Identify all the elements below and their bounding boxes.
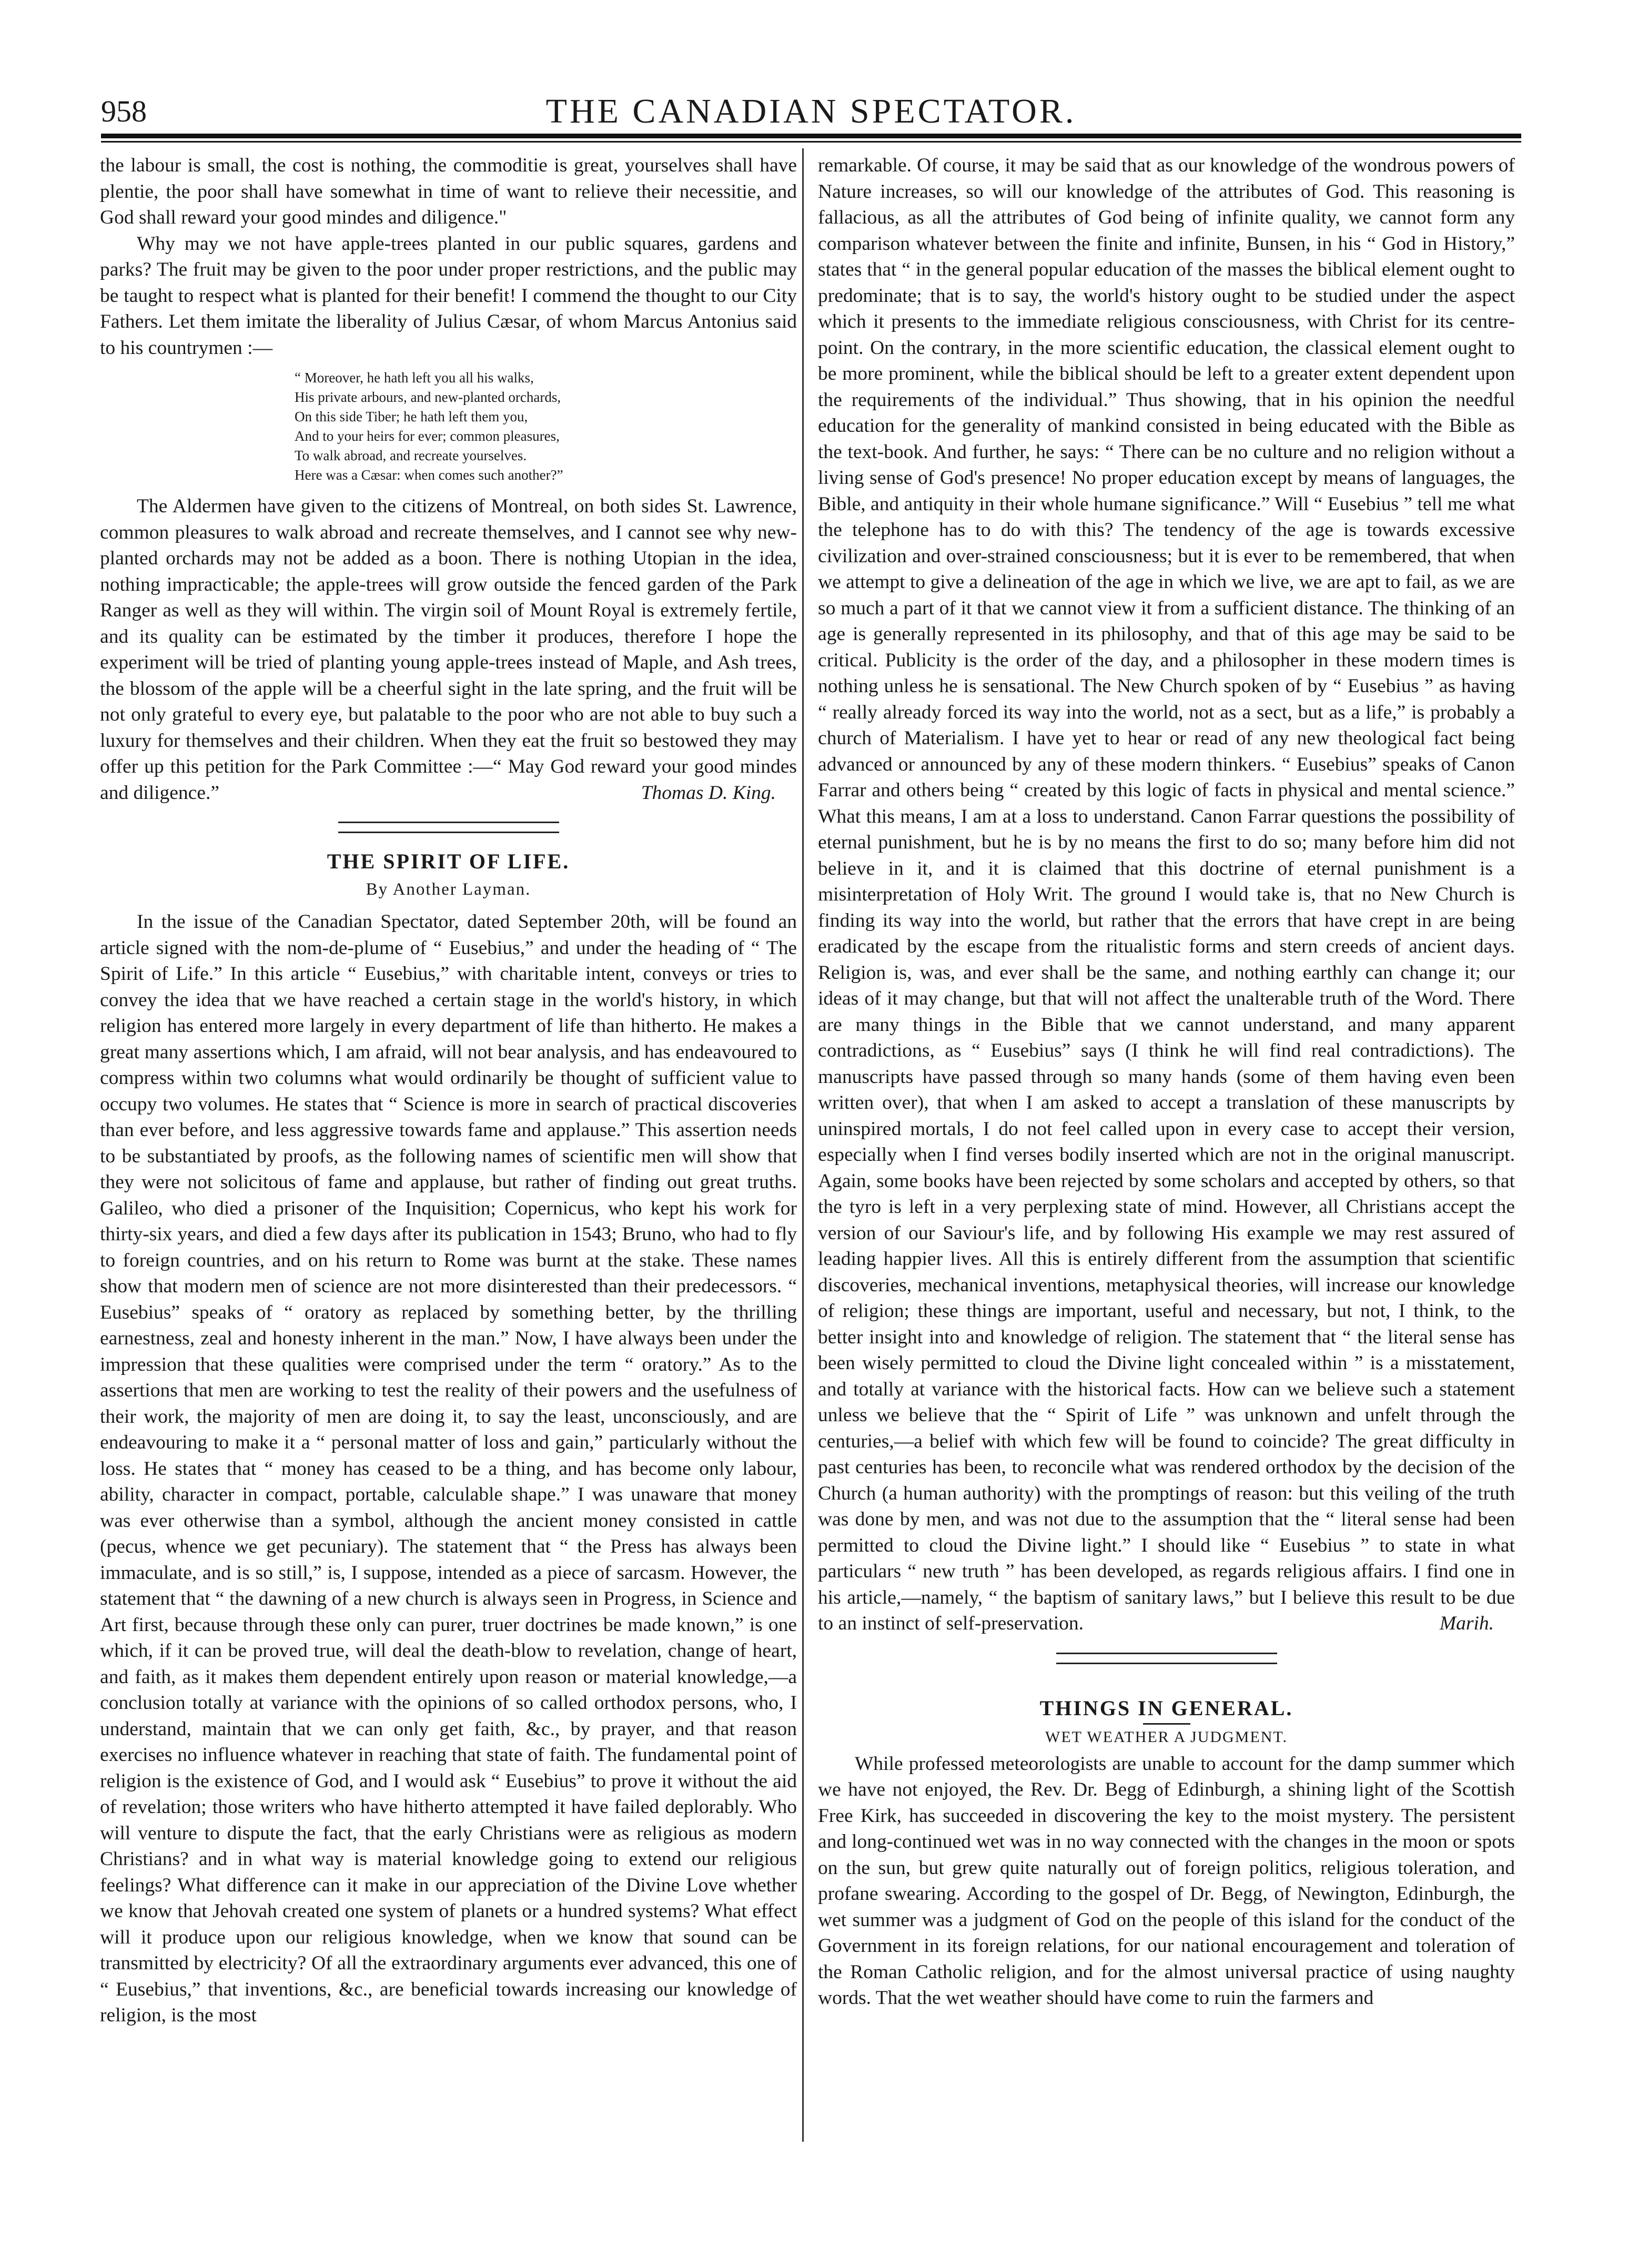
signature-thomas-king: Thomas D. King. [641, 782, 776, 804]
poem-line: “ Moreover, he hath left you all his walks, [295, 370, 534, 386]
aldermen-paragraph: The Aldermen have given to the citizens of Montreal, on both sides St. Lawrence, common pleasures to walk abroad and recreate themselves, and I cannot see why new-planted orchards may not be added as a boon. There is nothing Utopian in the idea, nothing impracticable; the apple-trees will grow outside the fenced garden of the Park Ranger as well as they will within. The virgin soil of Mount Royal is extremely fertile, and its quality can be estimated by the timber it produces, therefore I hope the experiment will be tried of planting young apple-trees instead of Maple, and Ash trees, the blossom of the apple will be a cheerful sight in the late spring, and the fruit will be not only grateful to every eye, but palatable to the poor who are not able to buy such a luxury for themselves and their children. When they eat the fruit so bestowed they may offer up this petition for the Park Committee :—“ May God reward your good mindes and diligence.” Thomas D. King. [100, 493, 797, 806]
subheading-wet-weather: WET WEATHER A JUDGMENT. [1045, 1728, 1288, 1746]
wet-weather-paragraph: While professed meteorologists are unable to account for the damp summer which we have not enjoyed, the Rev. Dr. Begg of Edinburgh, a shining light of the Scottish Free Kirk, has succeeded in discovering the key to the moist mystery. The persistent and long-continued wet was in no way connected with the changes in the moon or spots on the sun, but grew quite naturally out of foreign politics, religious toleration, and profane swearing. According to the gospel of Dr. Begg, of Newington, Edinburgh, the wet summer was a judgment of God on the people of this island for the conduct of the Government in its foreign relations, for our national encouragement and toleration of the Roman Catholic religion, and for the almost universal practice of using naughty words. That the wet weather should have come to ruin the farmers and [818, 1753, 1515, 2009]
poem-line: Here was a Cæsar: when comes such another?” [295, 467, 563, 483]
page-header [101, 90, 1521, 140]
poem-line: And to your heirs for ever; common pleasures, [295, 428, 560, 444]
spirit-of-life-body: In the issue of the Canadian Spectator, dated September 20th, will be found an article signed with the nom-de-plume of “ Eusebius,” and under the heading of “ The Spirit of Life.” In this article “ Eusebius,” with charitable intent, conveys or tries to convey the idea that we have reached a certain stage in the world's history, in which religion has entered more largely in every department of life than hitherto. He makes a great many assertions which, I am afraid, will not bear analysis, and has endeavoured to compress within two columns what would ordinarily be thought of sufficient value to occupy two volumes. He states that “ Science is more in search of practical discoveries than ever before, and less aggressive towards fame and applause.” This assertion needs to be substantiated by proofs, as the following names of scientific men will show that they were not solicitous of fame and applause, but rather of finding out great truths. Galileo, who died a prisoner of the Inquisition; Copernicus, who kept his work for thirty-six years, and died a few days after its publication in 1543; Bruno, who had to fly to foreign countries, and on his return to Rome was burnt at the stake. These names show that modern men of science are not more disinterested than their predecessors. “ Eusebius” speaks of “ oratory as replaced by something better, by the thrilling earnestness, zeal and honesty inherent in the man.” Now, I have always been under the impression that these qualities were comprised under the term “ oratory.” As to the assertions that men are working to test the reality of their powers and the usefulness of their work, the majority of men are doing it, to say the least, unconsciously, and are endeavouring to make it a “ personal matter of loss and gain,” particularly without the loss. He states that “ money has ceased to be a thing, and has become only labour, ability, character in compact, portable, calculable shape.” I was unaware that money was ever otherwise than a symbol, although the ancient money consisted in cattle (pecus, whence we get pecuniary). The statement that “ the Press has always been immaculate, and is so still,” is, I suppose, intended as a piece of sarcasm. However, the statement that “ the dawning of a new church is always seen in Progress, in Science and Art first, because through these only can purer, truer doctrines be made known,” is one which, if it can be proved true, will deal the death-blow to revelation, change of heart, and faith, as it makes them dependent entirely upon reason or material knowledge,—a conclusion totally at variance with the opinions of so called orthodox persons, who, I understand, maintain that we can only get faith, &c., by prayer, and that reason exercises no influence whatever in reaching that state of faith. The fundamental point of religion is the existence of God, and I would ask “ Eusebius” to prove it without the aid of revelation; those writers who have hitherto attempted it have failed deplorably. Who will venture to dispute the fact, that the early Christians were as religious as modern Christians? and in what way is material knowledge going to extend our religious feelings? What difference can it make in our appreciation of the Divine Love whether we know that Jehovah created one system of planets or a hundred systems? What effect will it produce upon our religious knowledge, when we know that sound can be transmitted by electricity? Of all the extraordinary arguments ever advanced, this one of “ Eusebius,” that inventions, &c., are beneficial towards increasing our knowledge of religion, is the most [100, 911, 797, 2026]
running-head: THE CANADIAN SPECTATOR. [545, 92, 1077, 130]
left-column [100, 153, 797, 2029]
article-title-spirit-of-life: THE SPIRIT OF LIFE. [327, 849, 570, 873]
article-byline: By Another Layman. [366, 880, 531, 899]
page-number: 958 [101, 94, 147, 128]
caesar-quotation [295, 368, 797, 485]
short-rule [1143, 1723, 1190, 1725]
poem-line: To walk abroad, and recreate yourselves. [295, 448, 527, 463]
poem-line: On this side Tiber; he hath left them you, [295, 409, 528, 424]
right-column [818, 153, 1515, 2011]
header-rule-thin [101, 141, 1521, 143]
poem-line: His private arbours, and new-planted orchards, [295, 389, 561, 405]
article-title-things-in-general: THINGS IN GENERAL. [1039, 1696, 1293, 1720]
column-divider [802, 148, 804, 2142]
spirit-of-life-continuation: remarkable. Of course, it may be said that as our knowledge of the wondrous powers of Nature increases, so will our knowledge of the attributes of God. This reasoning is fallacious, as all the attributes of God being of infinite quality, we cannot form any comparison whatever between the finite and infinite, Bunsen, in his “ God in History,” states that “ in the general popular education of the masses the biblical element ought to predominate; that is to say, the world's history ought to be studied under the aspect which it presents to the immediate religious consciousness, with Christ for its centre-point. On the contrary, in the more scientific education, the classical element ought to be more prominent, while the biblical should be left to a greater extent dependent upon the requirements of the individual.” Thus showing, that in his opinion the needful education for the generality of mankind consisted in being educated with the Bible as the text-book. And further, he says: “ There can be no culture and no religion without a living sense of God's presence! No proper education except by means of languages, the Bible, and antiquity in their whole humane significance.” Will “ Eusebius ” tell me what the telephone has to do with this? The tendency of the age is towards excessive civilization and over-strained consciousness; but it is ever to be remembered, that when we attempt to give a delineation of the age in which we live, we are apt to fail, as we are so much a part of it that we cannot view it from a sufficient distance. The thinking of an age is generally represented in its philosophy, and that of this age may be said to be critical. Publicity is the order of the day, and a philosopher in these modern times is nothing unless he is sensational. The New Church spoken of by “ Eusebius ” as having “ really already forced its way into the world, not as a sect, but as a life,” is probably a church of Materialism. I have yet to hear or read of any new theological fact being advanced or announced by any of these modern thinkers. “ Eusebius” speaks of Canon Farrar and others being “ created by this logic of facts in physical and mental science.” What this means, I am at a loss to understand. Canon Farrar questions the possibility of eternal punishment, but he is by no means the first to do so; many before him did not believe in it, and it is claimed that this doctrine of eternal punishment is a misinterpretation of Holy Writ. The ground I would take is, that no New Church is finding its way into the world, but rather that the errors that have crept in are being eradicated by the escape from the ritualistic forms and stern creeds of ancient days. Religion is, was, and ever shall be the same, and nothing earthly can change it; our ideas of it may change, but that will not affect the unalterable truth of the Word. There are many things in the Bible that we cannot understand, and many apparent contradictions, as “ Eusebius” says (I think he will find real contradictions). The manuscripts have passed through so many hands (some of them having even been written over), that when I am asked to accept a translation of these manuscripts by uninspired mortals, I do not feel called upon in every case to accept their version, especially when I find verses bodily inserted which are not in the original manuscript. Again, some books have been rejected by some scholars and accepted by others, so that the tyro is left in a very perplexing state of mind. However, all Christians accept the version of our Saviour's life, and by following His example we may rest assured of leading happier lives. All this is entirely different from the assumption that scientific discoveries, mechanical inventions, metaphysical theories, will increase our knowledge of religion; these things are important, useful and necessary, but not, I think, to the better insight into and knowledge of religion. The statement that “ the literal sense has been wisely permitted to cloud the Divine light concealed within ” is a misstatement, and totally at variance with the historical facts. How can we believe such a statement unless we believe that the “ Spirit of Life ” was unknown and unfelt through the centuries,—a belief with which few will be found to coincide? The great difficulty in past centuries has been, to reconcile what was rendered orthodox by the decision of the Church (a human authority) with the promptings of reason: but this veiling of the truth was done by men, and was not due to the assumption that the “ literal sense had been permitted to cloud the Divine light.” I should like “ Eusebius ” to state in what particulars “ new truth ” has been developed, as regards religious affairs. I find one in his article,—namely, “ the baptism of sanitary laws,” but I believe this result to be due to an instinct of self-preservation. Marih. [818, 153, 1515, 1637]
header-rule-thick [101, 134, 1521, 138]
letter-continuation: the labour is small, the cost is nothing, the commoditie is great, yourselves shall have plentie, the poor shall have somewhat in time of want to relieve their necessitie, and God shall reward your good mindes and diligence." [100, 155, 797, 228]
article-separator [338, 822, 559, 833]
apple-trees-paragraph: Why may we not have apple-trees planted in our public squares, gardens and parks? The fruit may be given to the poor under proper restrictions, and the public may be taught to respect what is planted for their benefit! I commend the thought to our City Fathers. Let them imitate the liberality of Julius Cæsar, of whom Marcus Antonius said to his countrymen :— [100, 232, 797, 359]
signature-marih: Marih. [1439, 1613, 1494, 1634]
article-separator [1056, 1653, 1277, 1664]
